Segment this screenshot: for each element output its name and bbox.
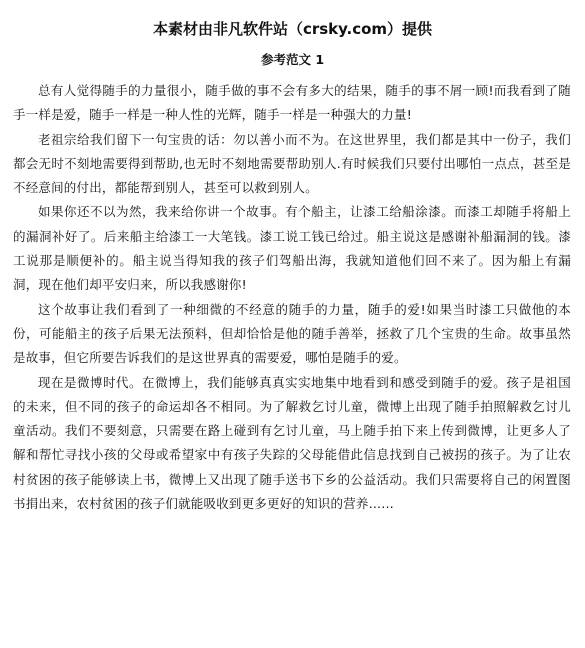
document-title: 本素材由非凡软件站（crsky.com）提供 (152, 20, 433, 38)
document-subtitle: 参考范文 1 (260, 52, 325, 67)
paragraph: 现在是微博时代。在微博上，我们能够真真实实地集中地看到和感受到随手的爱。孩子是祖国的未来，但不同的孩子的命运却各不相同。为了解救乞讨儿童，微博上出现了随手拍照解救乞讨儿童活动。我们不要刻意，只需要在路上碰到有乞讨儿童，马上随手拍下来上传到微博，让更多人了解和帮忙寻找小孩的父母或希望家中有孩子失踪的父母能借此信息找到自己被拐的孩子。为了让农村贫困的孩子能够读上书，微博上又出现了随手送书下乡的公益活动。我们只需要将自己的闲置图书捐出来，农村贫困的孩子们就能吸收到更多更好的知识的营养…… (13, 374, 571, 512)
paragraph: 总有人觉得随手的力量很小，随手做的事不会有多大的结果，随手的事不屑一顾!而我看到了随手一样是爱，随手一样是一种人性的光辉，随手一样是一种强大的力量! (13, 83, 571, 123)
paragraph: 老祖宗给我们留下一句宝贵的话：勿以善小而不为。在这世界里，我们都是其中一份子，我们都会无时不刻地需要得到帮助,也无时不刻地需要帮助别人.有时候我们只要付出哪怕一点点，甚至是不经意间的付出，都能帮到别人，甚至可以救到别人。 (13, 131, 571, 196)
paragraph: 如果你还不以为然，我来给你讲一个故事。有个船主，让漆工给船涂漆。而漆工却随手将船上的漏洞补好了。后来船主给漆工一大笔钱。漆工说工钱已给过。船主说这是感谢补船漏洞的钱。漆工说那是顺便补的。船主说当得知我的孩子们驾船出海，我就知道他们回不来了。因为船上有漏洞，现在他们却平安归来，所以我感谢你! (13, 204, 571, 293)
paragraph: 这个故事让我们看到了一种细微的不经意的随手的力量，随手的爱!如果当时漆工只做他的本份，可能船主的孩子后果无法预料，但却恰恰是他的随手善举，拯救了几个宝贵的生命。故事虽然是故事，但它所要告诉我们的是这世界真的需要爱，哪怕是随手的爱。 (13, 301, 571, 366)
document-body (13, 79, 571, 516)
